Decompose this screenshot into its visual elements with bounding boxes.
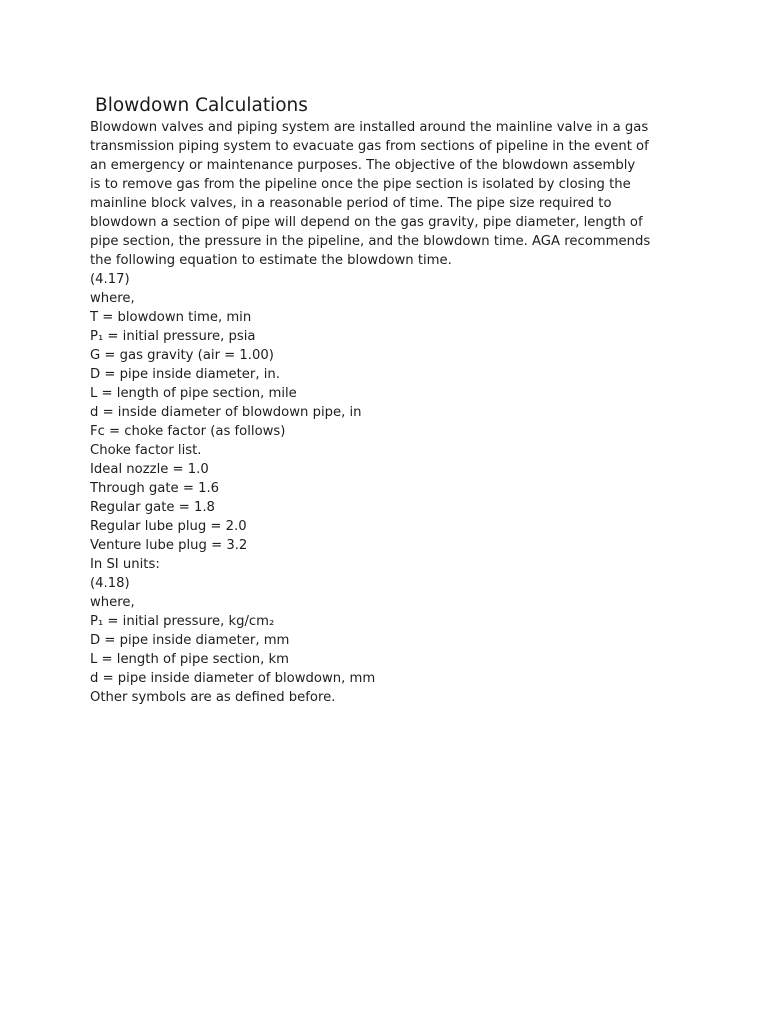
definition-line: D = pipe inside diameter, in. xyxy=(90,367,280,382)
si-units-heading: In SI units: xyxy=(90,557,160,572)
paragraph-line: the following equation to estimate the blowdown time. xyxy=(90,253,452,268)
definition-line: D = pipe inside diameter, mm xyxy=(90,633,290,648)
paragraph-line: is to remove gas from the pipeline once the pipe section is isolated by closing the xyxy=(90,177,631,192)
document-body xyxy=(90,118,651,707)
paragraph-line: transmission piping system to evacuate gas from sections of pipeline in the event of xyxy=(90,139,649,154)
paragraph-line: Blowdown valves and piping system are installed around the mainline valve in a gas xyxy=(90,120,649,135)
definition-line: G = gas gravity (air = 1.00) xyxy=(90,348,274,363)
where-label: where, xyxy=(90,595,135,610)
equation-number: (4.17) xyxy=(90,272,130,287)
paragraph-line: blowdown a section of pipe will depend on the gas gravity, pipe diameter, length of xyxy=(90,215,643,230)
choke-factor-heading: Choke factor list. xyxy=(90,443,202,458)
definition-line: L = length of pipe section, km xyxy=(90,652,289,667)
definition-line: Fc = choke factor (as follows) xyxy=(90,424,286,439)
choke-factor-item: Ideal nozzle = 1.0 xyxy=(90,462,209,477)
where-label: where, xyxy=(90,291,135,306)
definition-line: T = blowdown time, min xyxy=(90,310,252,325)
definition-line: P₁ = initial pressure, psia xyxy=(90,329,256,344)
equation-number: (4.18) xyxy=(90,576,130,591)
paragraph-line: mainline block valves, in a reasonable period of time. The pipe size required to xyxy=(90,196,612,211)
page-title: Blowdown Calculations xyxy=(95,95,308,116)
paragraph-line: an emergency or maintenance purposes. The objective of the blowdown assembly xyxy=(90,158,636,173)
paragraph-line: pipe section, the pressure in the pipeline, and the blowdown time. AGA recommends xyxy=(90,234,651,249)
closing-note: Other symbols are as defined before. xyxy=(90,690,336,705)
choke-factor-item: Venture lube plug = 3.2 xyxy=(90,538,248,553)
definition-line: d = pipe inside diameter of blowdown, mm xyxy=(90,671,376,686)
definition-line: P₁ = initial pressure, kg/cm₂ xyxy=(90,614,275,629)
definition-line: d = inside diameter of blowdown pipe, in xyxy=(90,405,362,420)
choke-factor-item: Regular gate = 1.8 xyxy=(90,500,215,515)
definition-line: L = length of pipe section, mile xyxy=(90,386,297,401)
choke-factor-item: Regular lube plug = 2.0 xyxy=(90,519,247,534)
choke-factor-item: Through gate = 1.6 xyxy=(90,481,220,496)
